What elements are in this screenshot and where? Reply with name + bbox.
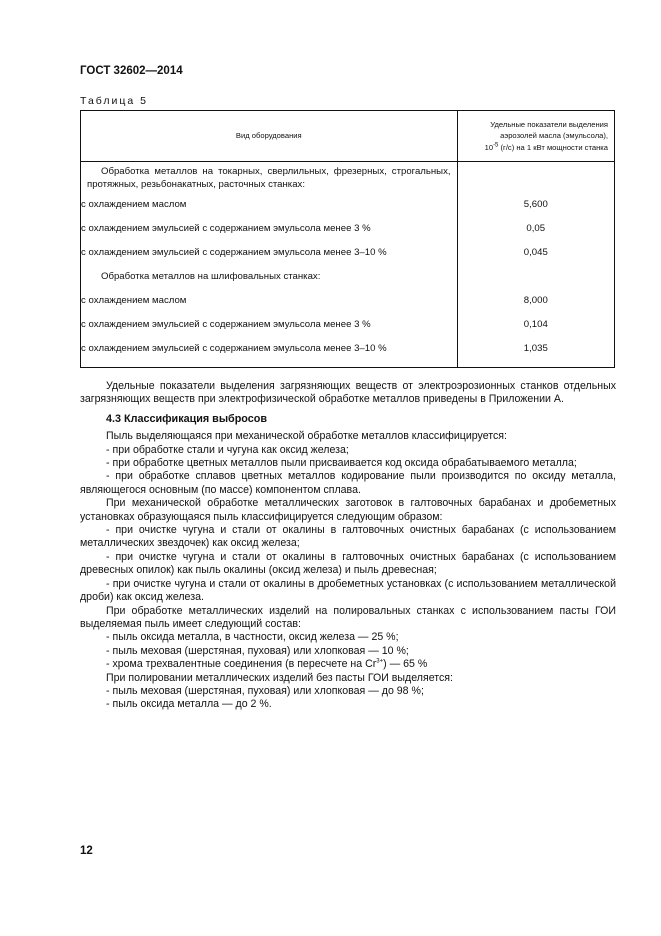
list-item-part: ) — 65 % <box>383 658 428 671</box>
list-item: - при очистке чугуна и стали от окалины в галтовочных очистных барабанах (с использованием металлических звездочек) как оксид железа; <box>80 524 616 550</box>
col-header-emission <box>457 111 614 162</box>
data-table <box>80 110 615 368</box>
table-row <box>81 223 615 247</box>
table-row <box>81 271 615 295</box>
table-cell-label: с охлаждением эмульсией с содержанием эмульсола менее 3 % <box>81 223 458 247</box>
table-cell-value: 8,000 <box>457 295 614 319</box>
col-header-rest: (г/с) на 1 кВт мощности станка <box>498 142 608 152</box>
table-row <box>81 162 615 200</box>
paragraph: При обработке металлических изделий на полировальных станках с использованием пасты ГОИ выделяемая пыль имеет следующий состав: <box>80 604 616 630</box>
body-text <box>80 380 616 712</box>
paragraph: Пыль выделяющаяся при механической обработке металлов классифицируется: <box>106 430 507 443</box>
list-item: - при очистке чугуна и стали от окалины в галтовочных очистных барабанах (с использованием древесных опилок) как пыль окалины (оксид железа) и пыль древесная; <box>80 550 616 577</box>
col-header-line1: Удельные показатели выделения <box>490 119 608 129</box>
col-header-equipment: Вид оборудования <box>81 111 458 162</box>
list-item-part: - хрома трехвалентные соединения (в пересчете на Cr <box>106 658 377 671</box>
table-cell-value <box>457 162 614 200</box>
list-item: - пыль оксида металла — до 2 %. <box>106 698 272 711</box>
table-cell-label: с охлаждением эмульсией с содержанием эмульсола менее 3 % <box>81 319 458 343</box>
col-header-exp: -5 <box>493 142 499 149</box>
table-cell-label: Обработка металлов на шлифовальных станках: <box>81 271 458 295</box>
table-row <box>81 343 615 367</box>
table-cell-value: 0,104 <box>457 319 614 343</box>
list-item: - при обработке стали и чугуна как оксид железа; <box>106 443 349 456</box>
paragraph: При полировании металлических изделий без пасты ГОИ выделяется: <box>106 671 453 684</box>
table-cell-value: 1,035 <box>457 343 614 367</box>
table-cell-value: 0,045 <box>457 247 614 271</box>
table-cell-label: Обработка металлов на токарных, сверлильных, фрезерных, строгальных, протяжных, резьбонакатных, расточных станках: <box>81 162 458 200</box>
list-item: - при обработке цветных металлов пыли присваивается код оксида обрабатываемого металла; <box>106 457 577 470</box>
table-row <box>81 295 615 319</box>
section-title: 4.3 Классификация выбросов <box>106 412 267 425</box>
paragraph: Удельные показатели выделения загрязняющих веществ от электроэрозионных станков отдельных загрязняющих веществ при электрофизической обработке металлов приведены в Приложении А. <box>80 380 616 406</box>
table-cell-label: с охлаждением маслом <box>81 199 458 223</box>
list-item: - при очистке чугуна и стали от окалины в дробеметных установках (с использованием металлической дроби) как оксид железа. <box>80 577 616 604</box>
list-item: - при обработке сплавов цветных металлов кодирование пыли производится по оксиду металла, являющегося основным (по массе) компонентом сплава. <box>80 470 616 496</box>
document-header: ГОСТ 32602—2014 <box>80 65 183 77</box>
list-item: - пыль меховая (шерстяная, пуховая) или хлопковая — до 98 %; <box>106 684 424 697</box>
table-cell-value: 5,600 <box>457 199 614 223</box>
table-cell-label: с охлаждением эмульсией с содержанием эмульсола менее 3–10 % <box>81 343 458 367</box>
col-header-line3 <box>458 142 608 154</box>
table-row <box>81 247 615 271</box>
list-item <box>80 658 616 671</box>
superscript: 3+ <box>376 658 384 665</box>
list-item: - пыль оксида металла, в частности, оксид железа — 25 %; <box>106 631 399 644</box>
list-item: - пыль меховая (шерстяная, пуховая) или хлопковая — 10 %; <box>106 644 409 657</box>
paragraph: При механической обработке металлических заготовок в галтовочных барабанах и дробеметных установках образующаяся пыль классифицируется следующим образом: <box>80 497 616 523</box>
page-number: 12 <box>80 845 93 857</box>
table-caption: Таблица 5 <box>80 95 148 107</box>
table-row <box>81 199 615 223</box>
table-cell-label: с охлаждением эмульсией с содержанием эмульсола менее 3–10 % <box>81 247 458 271</box>
table-cell-value <box>457 271 614 295</box>
table-header-row <box>81 111 615 162</box>
col-header-base: 10 <box>484 142 494 152</box>
table-row <box>81 319 615 343</box>
table-cell-value: 0,05 <box>457 223 614 247</box>
table-cell-label: с охлаждением маслом <box>81 295 458 319</box>
col-header-line2: аэрозолей масла (эмульсола), <box>500 131 608 141</box>
